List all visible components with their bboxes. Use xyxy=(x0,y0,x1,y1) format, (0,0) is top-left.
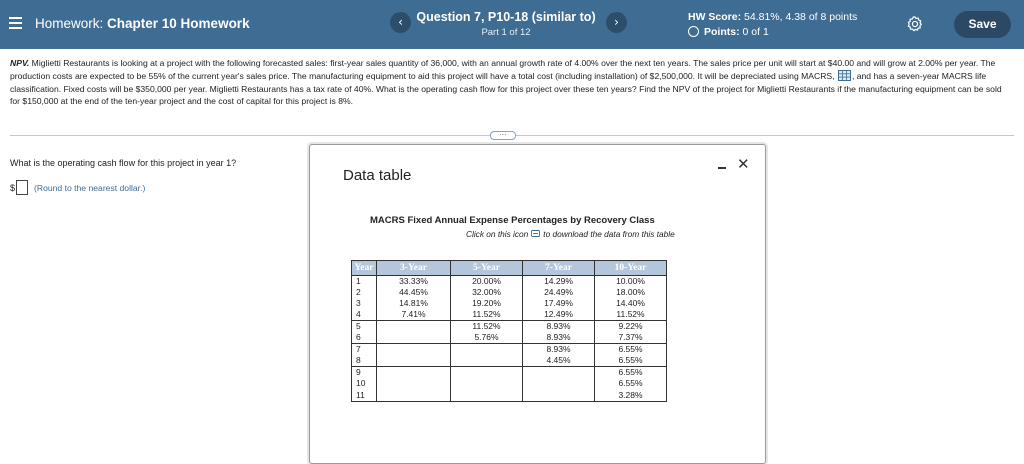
percentage-cell: 7.41% xyxy=(377,309,451,321)
percentage-cell xyxy=(523,367,595,379)
percentage-cell xyxy=(451,378,523,389)
homework-name: Chapter 10 Homework xyxy=(107,16,250,31)
problem-label: NPV. xyxy=(10,58,30,68)
year-cell: 7 xyxy=(352,344,377,356)
percentage-cell: 8.93% xyxy=(523,344,595,356)
column-header: 7-Year xyxy=(523,261,595,276)
question-text: What is the operating cash flow for this project in year 1? xyxy=(10,158,237,168)
percentage-cell xyxy=(377,390,451,402)
percentage-cell xyxy=(377,321,451,333)
table-row xyxy=(352,378,667,389)
rounding-hint: (Round to the nearest dollar.) xyxy=(34,182,146,193)
column-header: Year xyxy=(352,261,377,276)
year-cell: 2 xyxy=(352,287,377,298)
next-question-button[interactable]: › xyxy=(606,12,627,33)
table-row xyxy=(352,287,667,298)
column-header: 10-Year xyxy=(595,261,667,276)
percentage-cell: 33.33% xyxy=(377,276,451,288)
percentage-cell: 6.55% xyxy=(595,355,667,367)
subtitle-before: Click on this icon xyxy=(466,229,529,239)
percentage-cell: 6.55% xyxy=(595,367,667,379)
percentage-cell: 11.52% xyxy=(595,309,667,321)
expand-dots-button[interactable]: ··· xyxy=(490,131,516,140)
year-cell: 6 xyxy=(352,332,377,344)
percentage-cell: 18.00% xyxy=(595,287,667,298)
year-cell: 8 xyxy=(352,355,377,367)
percentage-cell: 6.55% xyxy=(595,344,667,356)
table-row xyxy=(352,355,667,367)
percentage-cell: 24.49% xyxy=(523,287,595,298)
percentage-cell: 9.22% xyxy=(595,321,667,333)
answer-row xyxy=(10,180,145,195)
save-button[interactable]: Save xyxy=(954,11,1011,38)
problem-statement xyxy=(10,57,1014,108)
percentage-cell: 3.28% xyxy=(595,390,667,402)
percentage-cell: 20.00% xyxy=(451,276,523,288)
points-circle-icon xyxy=(688,26,699,37)
percentage-cell xyxy=(377,378,451,389)
question-title: Question 7, P10-18 (similar to) xyxy=(416,10,596,24)
percentage-cell: 12.49% xyxy=(523,309,595,321)
table-row xyxy=(352,276,667,288)
top-bar xyxy=(0,0,1024,49)
percentage-cell: 14.40% xyxy=(595,298,667,309)
hw-score-value: 54.81%, 4.38 of 8 points xyxy=(744,11,858,23)
column-header: 3-Year xyxy=(377,261,451,276)
macrs-table xyxy=(351,260,667,402)
table-row xyxy=(352,321,667,333)
percentage-cell xyxy=(523,390,595,402)
percentage-cell: 8.93% xyxy=(523,321,595,333)
percentage-cell: 17.49% xyxy=(523,298,595,309)
homework-prefix: Homework: xyxy=(35,16,104,31)
year-cell: 5 xyxy=(352,321,377,333)
settings-gear-icon[interactable] xyxy=(906,15,924,33)
percentage-cell: 14.81% xyxy=(377,298,451,309)
download-icon[interactable] xyxy=(531,230,540,238)
percentage-cell xyxy=(451,367,523,379)
modal-title: Data table xyxy=(343,167,412,184)
percentage-cell xyxy=(377,367,451,379)
hw-score-label: HW Score: xyxy=(688,11,742,23)
year-cell: 11 xyxy=(352,390,377,402)
subtitle-after: to download the data from this table xyxy=(543,229,675,239)
close-icon[interactable]: ✕ xyxy=(737,155,750,173)
percentage-cell: 6.55% xyxy=(595,378,667,389)
percentage-cell: 7.37% xyxy=(595,332,667,344)
hamburger-menu-icon[interactable] xyxy=(9,17,22,29)
table-row xyxy=(352,309,667,321)
column-header: 5-Year xyxy=(451,261,523,276)
year-cell: 3 xyxy=(352,298,377,309)
currency-symbol: $ xyxy=(10,182,16,193)
percentage-cell: 8.93% xyxy=(523,332,595,344)
percentage-cell: 11.52% xyxy=(451,309,523,321)
percentage-cell: 32.00% xyxy=(451,287,523,298)
percentage-cell xyxy=(377,344,451,356)
year-cell: 9 xyxy=(352,367,377,379)
problem-text-part2: , and has a seven-year MACRS life classification. Fixed costs will be $350,000 per year. Miglietti Restaurants has a tax rate of 40%. What is the operating cash flow for this project over these ten years? Find the NPV of the project for Miglietti Restaurants if the manufacturing equipment can be sold for $150,000 at the end of the ten-year project and the cost of capital for this project is 8%. xyxy=(10,70,1002,107)
percentage-cell: 44.45% xyxy=(377,287,451,298)
points-label: Points: xyxy=(704,26,740,38)
homework-title xyxy=(35,16,250,31)
percentage-cell: 14.29% xyxy=(523,276,595,288)
year-cell: 10 xyxy=(352,378,377,389)
answer-input[interactable] xyxy=(16,180,28,195)
table-title: MACRS Fixed Annual Expense Percentages by Recovery Class xyxy=(370,215,655,226)
table-row xyxy=(352,344,667,356)
table-subtitle xyxy=(466,229,675,239)
data-table-modal xyxy=(309,144,766,464)
question-part: Part 1 of 12 xyxy=(481,27,531,38)
percentage-cell xyxy=(377,332,451,344)
percentage-cell xyxy=(451,344,523,356)
previous-question-button[interactable]: ‹ xyxy=(390,12,411,33)
year-cell: 4 xyxy=(352,309,377,321)
table-row xyxy=(352,367,667,379)
hw-score xyxy=(688,11,857,23)
minimize-icon[interactable] xyxy=(716,159,728,173)
points-value: 0 of 1 xyxy=(742,26,769,38)
percentage-cell: 10.00% xyxy=(595,276,667,288)
percentage-cell: 11.52% xyxy=(451,321,523,333)
table-row xyxy=(352,390,667,402)
percentage-cell: 19.20% xyxy=(451,298,523,309)
table-header-row xyxy=(352,261,667,276)
points-status xyxy=(688,26,769,38)
percentage-cell xyxy=(523,378,595,389)
table-row xyxy=(352,298,667,309)
percentage-cell xyxy=(377,355,451,367)
year-cell: 1 xyxy=(352,276,377,288)
table-row xyxy=(352,332,667,344)
percentage-cell xyxy=(451,355,523,367)
percentage-cell: 5.76% xyxy=(451,332,523,344)
percentage-cell: 4.45% xyxy=(523,355,595,367)
data-table-grid-icon[interactable] xyxy=(838,70,851,81)
problem-text-part1: Miglietti Restaurants is looking at a project with the following forecasted sales: first-year sales quantity of 36,000, with an annual growth rate of 4.00% over the next ten years. The sales price per unit will start at $40.00 and will grow at 2.00% per year. The production costs are expected to be 55% of the current year's sales price. The manufacturing equipment to aid this project will have a total cost (including installation) of $2,500,000. It will be depreciated using MACRS, xyxy=(10,58,996,81)
percentage-cell xyxy=(451,390,523,402)
